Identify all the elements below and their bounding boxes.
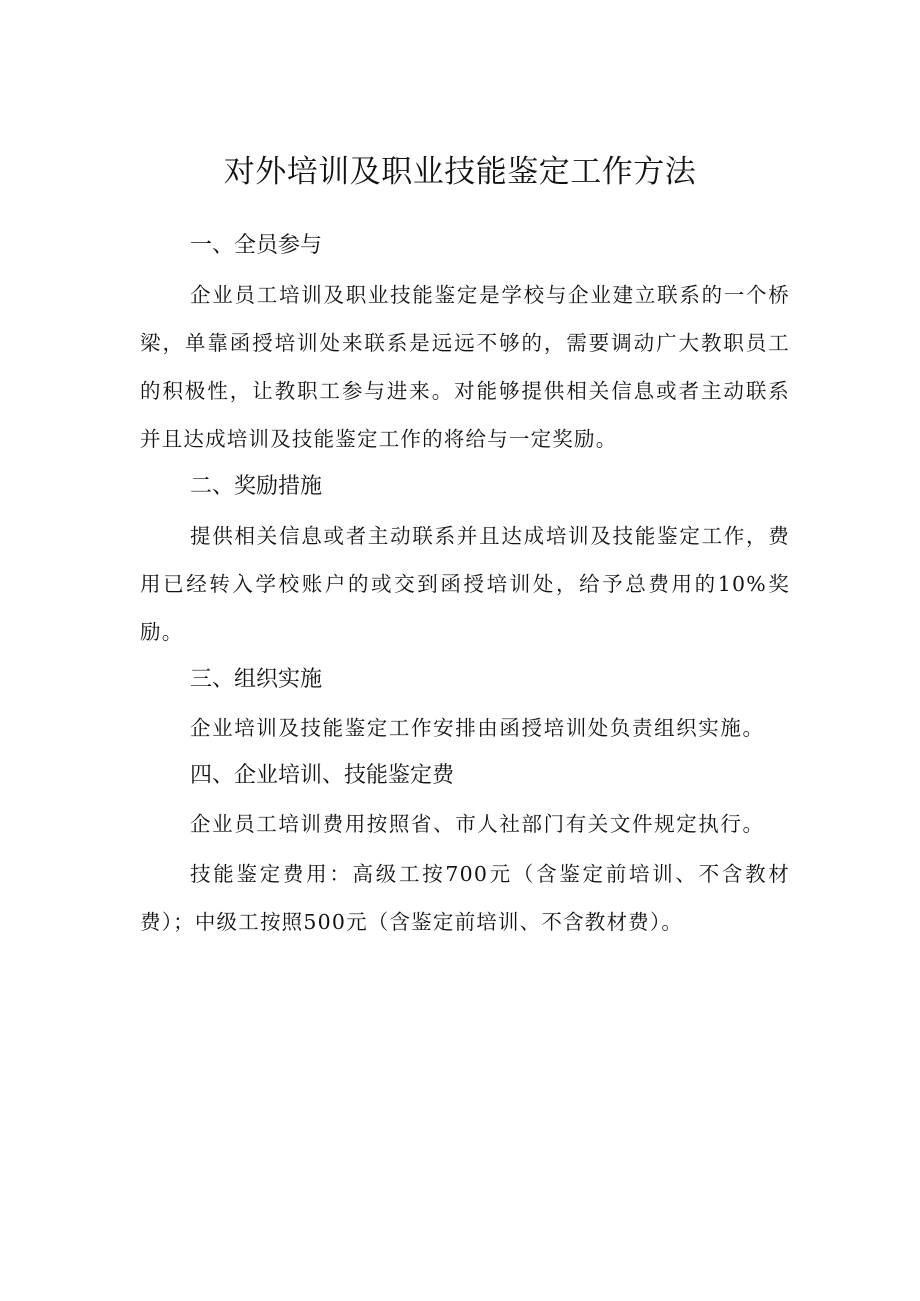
section-heading-3: 三、组织实施 bbox=[190, 667, 323, 692]
section-2-paragraph: 提供相关信息或者主动联系并且达成培训及技能鉴定工作，费用已经转入学校账户的或交到函授培训处，给予总费用的10%奖励。 bbox=[140, 524, 790, 644]
section-heading-1: 一、全员参与 bbox=[190, 233, 323, 258]
section-4-paragraph-2: 技能鉴定费用：高级工按700元（含鉴定前培训、不含教材费）；中级工按照500元（含鉴定前培训、不含教材费）。 bbox=[140, 862, 790, 934]
document-title: 对外培训及职业技能鉴定工作方法 bbox=[223, 154, 697, 190]
section-heading-4: 四、企业培训、技能鉴定费 bbox=[190, 763, 455, 788]
section-3-paragraph: 企业培训及技能鉴定工作安排由函授培训处负责组织实施。 bbox=[190, 716, 765, 740]
section-heading-2: 二、奖励措施 bbox=[190, 474, 323, 499]
section-4-paragraph-1: 企业员工培训费用按照省、市人社部门有关文件规定执行。 bbox=[190, 812, 765, 836]
section-1-paragraph: 企业员工培训及职业技能鉴定是学校与企业建立联系的一个桥梁，单靠函授培训处来联系是远远不够的，需要调动广大教职员工的积极性，让教职工参与进来。对能够提供相关信息或者主动联系并且达成培训及技能鉴定工作的将给与一定奖励。 bbox=[140, 283, 790, 451]
